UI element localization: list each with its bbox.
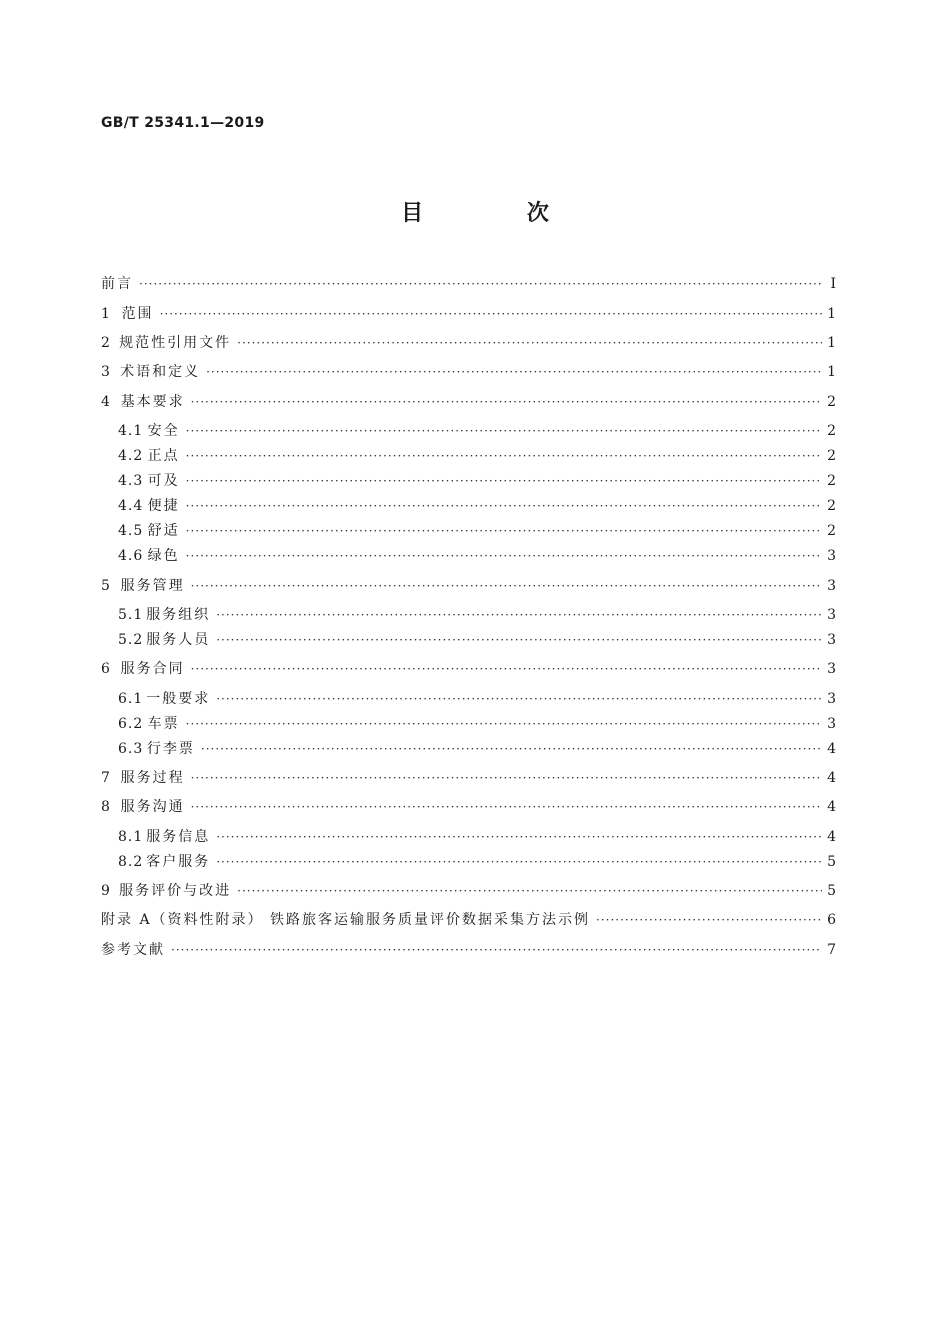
toc-dot-leader: [216, 605, 822, 625]
toc-entry-page: 2: [827, 448, 836, 464]
toc-entry-label: 行李票: [146, 741, 195, 757]
toc-entry-page: 2: [827, 394, 836, 410]
toc-entry[interactable]: [101, 333, 836, 353]
toc-entry-page: 4: [827, 799, 836, 815]
standard-code: GB/T 25341.1—2019: [101, 115, 265, 131]
toc-dot-leader: [206, 362, 822, 382]
toc-entry[interactable]: [101, 304, 836, 324]
toc-entry[interactable]: [101, 910, 836, 930]
toc-dot-leader: [191, 659, 822, 679]
toc-dot-leader: [186, 446, 822, 466]
toc-entry-label: 前言: [101, 276, 133, 292]
toc-entry-number: 5.2: [118, 632, 144, 648]
toc-dot-leader: [201, 739, 822, 759]
toc-entry-label: 服务过程: [120, 770, 185, 786]
toc-dot-leader: [186, 496, 822, 516]
toc-entry-number: 3: [101, 364, 111, 380]
toc-dot-leader: [191, 392, 822, 412]
toc-entry-page: 3: [827, 716, 836, 732]
toc-entry-page: Ⅰ: [830, 276, 836, 292]
toc-entry-page: 3: [827, 691, 836, 707]
toc-entry-label: 服务合同: [120, 661, 185, 677]
toc-entry[interactable]: [118, 496, 836, 516]
toc-entry-number: 5: [101, 578, 111, 594]
toc-entry-label: 附录 A（资料性附录） 铁路旅客运输服务质量评价数据采集方法示例: [101, 912, 591, 928]
toc-entry-label: 基本要求: [120, 394, 185, 410]
toc-entry-number: 1: [101, 306, 111, 322]
toc-dot-leader: [216, 689, 822, 709]
toc-entry-number: 6.1: [118, 691, 144, 707]
toc-entry-number: 4: [101, 394, 111, 410]
toc-entry[interactable]: [101, 274, 836, 294]
toc-entry-page: 5: [827, 883, 836, 899]
toc-entry-page: 4: [827, 770, 836, 786]
toc-entry[interactable]: [118, 546, 836, 566]
toc-dot-leader: [237, 333, 822, 353]
toc-entry[interactable]: [101, 797, 836, 817]
toc-dot-leader: [160, 304, 822, 324]
toc-entry[interactable]: [118, 521, 836, 541]
toc-entry[interactable]: [101, 362, 836, 382]
toc-entry-label: 客户服务: [146, 854, 211, 870]
toc-entry-label: 参考文献: [101, 942, 165, 958]
toc-entry[interactable]: [118, 852, 836, 872]
toc-entry-label: 服务评价与改进: [119, 883, 232, 899]
toc-dot-leader: [186, 521, 822, 541]
toc-entry[interactable]: [101, 940, 836, 960]
toc-dot-leader: [186, 421, 822, 441]
toc-entry-number: 4.3: [118, 473, 144, 489]
toc-entry[interactable]: [118, 630, 836, 650]
toc-entry-label: 范围: [121, 306, 154, 322]
toc-entry-page: 3: [827, 578, 836, 594]
toc-entry-label: 服务组织: [146, 607, 211, 623]
toc-entry-label: 绿色: [147, 548, 180, 564]
toc-entry-page: 2: [827, 423, 836, 439]
toc-entry-page: 1: [827, 364, 836, 380]
toc-entry-page: 1: [827, 306, 836, 322]
toc-entry-page: 6: [827, 912, 836, 928]
toc-entry-page: 3: [827, 548, 836, 564]
toc-entry-page: 4: [827, 741, 836, 757]
toc-entry-label: 术语和定义: [120, 364, 201, 380]
toc-entry-number: 8: [101, 799, 111, 815]
toc-entry[interactable]: [118, 421, 836, 441]
toc-entry-page: 4: [827, 829, 836, 845]
toc-entry-page: 3: [827, 607, 836, 623]
toc-dot-leader: [171, 940, 822, 960]
toc-entry-label: 安全: [147, 423, 180, 439]
toc-entry-label: 车票: [147, 716, 180, 732]
toc-entry[interactable]: [118, 714, 836, 734]
toc-entry[interactable]: [101, 576, 836, 596]
toc-entry-page: 2: [827, 523, 836, 539]
toc-dot-leader: [191, 768, 822, 788]
toc-entry-label: 舒适: [147, 523, 180, 539]
toc-dot-leader: [186, 546, 822, 566]
toc-entry[interactable]: [101, 768, 836, 788]
toc-entry[interactable]: [118, 689, 836, 709]
toc-dot-leader: [139, 274, 822, 294]
toc-entry-label: 可及: [147, 473, 180, 489]
toc-entry[interactable]: [101, 881, 836, 901]
toc-entry-page: 3: [827, 661, 836, 677]
toc-entry-number: 6.3: [118, 741, 144, 757]
toc-entry-number: 4.2: [118, 448, 144, 464]
toc-entry[interactable]: [118, 471, 836, 491]
toc-entry-label: 正点: [147, 448, 180, 464]
toc-entry-label: 便捷: [147, 498, 180, 514]
toc-dot-leader: [186, 471, 822, 491]
toc-entry-label: 服务信息: [146, 829, 211, 845]
toc-entry-number: 4.1: [118, 423, 144, 439]
toc-entry-label: 规范性引用文件: [119, 335, 232, 351]
toc-entry-number: 4.4: [118, 498, 144, 514]
toc-entry-label: 服务管理: [120, 578, 185, 594]
toc-entry-label: 服务沟通: [120, 799, 185, 815]
toc-entry-page: 5: [827, 854, 836, 870]
toc-entry[interactable]: [101, 659, 836, 679]
toc-entry-number: 7: [101, 770, 111, 786]
toc-entry[interactable]: [118, 739, 836, 759]
toc-entry-number: 4.5: [118, 523, 144, 539]
toc-entry-page: 7: [827, 942, 836, 958]
toc-entry-page: 1: [827, 335, 836, 351]
toc-entry-number: 9: [101, 883, 111, 899]
toc-dot-leader: [216, 827, 822, 847]
toc-dot-leader: [237, 881, 822, 901]
toc-entry-number: 2: [101, 335, 111, 351]
toc-entry-page: 2: [827, 473, 836, 489]
toc-entry-label: 一般要求: [146, 691, 211, 707]
toc-entry-page: 3: [827, 632, 836, 648]
toc-entry-label: 服务人员: [146, 632, 211, 648]
toc-dot-leader: [216, 630, 822, 650]
toc-entry-number: 5.1: [118, 607, 144, 623]
toc-entry[interactable]: [118, 827, 836, 847]
toc-entry-number: 8.1: [118, 829, 144, 845]
toc-dot-leader: [191, 797, 822, 817]
toc-dot-leader: [216, 852, 822, 872]
toc-entry-page: 2: [827, 498, 836, 514]
toc-dot-leader: [596, 910, 822, 930]
toc-entry[interactable]: [118, 605, 836, 625]
page-title: 目 次: [401, 201, 597, 226]
toc-entry[interactable]: [118, 446, 836, 466]
toc-entry-number: 8.2: [118, 854, 144, 870]
toc-entry-number: 6: [101, 661, 111, 677]
toc-entry-number: 6.2: [118, 716, 144, 732]
toc-entry[interactable]: [101, 392, 836, 412]
toc-entry-number: 4.6: [118, 548, 144, 564]
toc-dot-leader: [186, 714, 822, 734]
toc-dot-leader: [191, 576, 822, 596]
